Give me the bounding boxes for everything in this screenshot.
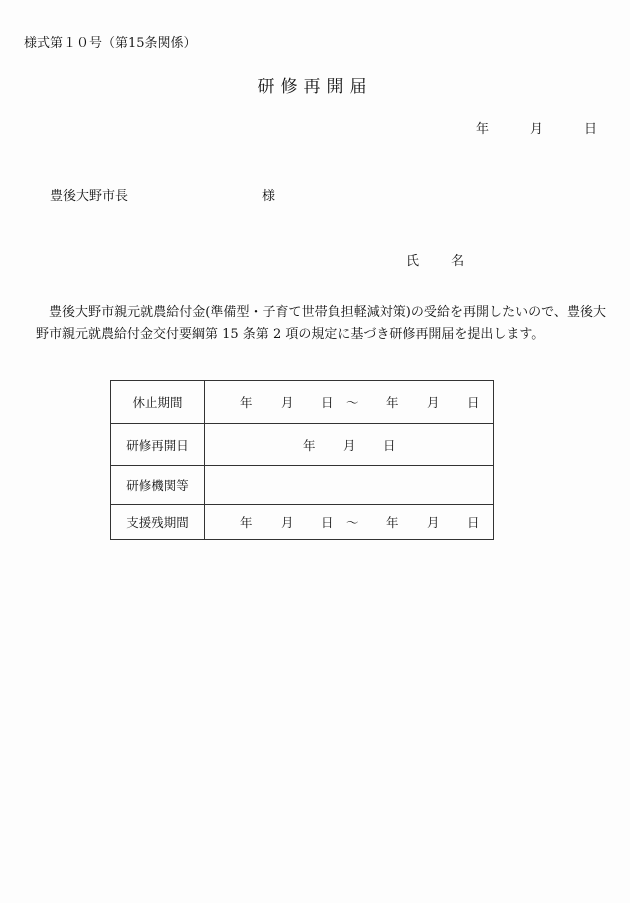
day-label: 日 <box>467 515 480 530</box>
addressee-name: 豊後大野市長 <box>50 189 129 204</box>
date-month-label: 月 <box>530 122 544 137</box>
range-tilde: ～ <box>346 515 359 530</box>
row-label-resumption-date: 研修再開日 <box>111 424 205 466</box>
month-label: 月 <box>427 395 440 410</box>
day-label: 日 <box>467 395 480 410</box>
remaining-support-period-value[interactable] <box>205 505 494 540</box>
training-institution-value[interactable] <box>205 466 494 505</box>
row-label-training-institution: 研修機関等 <box>111 466 205 505</box>
year-label: 年 <box>240 395 253 410</box>
resumption-info-table <box>110 380 494 540</box>
row-label-remaining-support-period: 支援残期間 <box>111 505 205 540</box>
addressee-honorific: 様 <box>262 189 276 204</box>
applicant-name-label: 氏 名 <box>406 254 479 269</box>
body-paragraph: 豊後大野市親元就農給付金(準備型・子育て世帯負担軽減対策)の受給を再開したいので、豊後大野市親元就農給付金交付要綱第 15 条第 2 項の規定に基づき研修再開届を提出します。 <box>36 305 606 342</box>
form-number: 様式第１０号（第15条関係） <box>24 36 197 51</box>
table-row <box>111 424 494 466</box>
resumption-date-value[interactable] <box>205 424 494 466</box>
date-day-label: 日 <box>584 122 598 137</box>
row-label-suspension-period: 休止期間 <box>111 381 205 424</box>
month-label: 月 <box>281 515 294 530</box>
suspension-period-value[interactable] <box>205 381 494 424</box>
document-title: 研修再開届 <box>257 77 373 97</box>
month-label: 月 <box>427 515 440 530</box>
day-label: 日 <box>321 515 334 530</box>
date-year-label: 年 <box>476 122 490 137</box>
table-row <box>111 466 494 505</box>
table-row <box>111 381 494 424</box>
year-label: 年 <box>386 515 399 530</box>
year-label: 年 <box>303 437 316 453</box>
table-row <box>111 505 494 540</box>
month-label: 月 <box>343 437 356 453</box>
day-label: 日 <box>321 395 334 410</box>
range-tilde: ～ <box>346 395 359 410</box>
day-label: 日 <box>383 437 396 453</box>
year-label: 年 <box>386 395 399 410</box>
month-label: 月 <box>281 395 294 410</box>
year-label: 年 <box>240 515 253 530</box>
